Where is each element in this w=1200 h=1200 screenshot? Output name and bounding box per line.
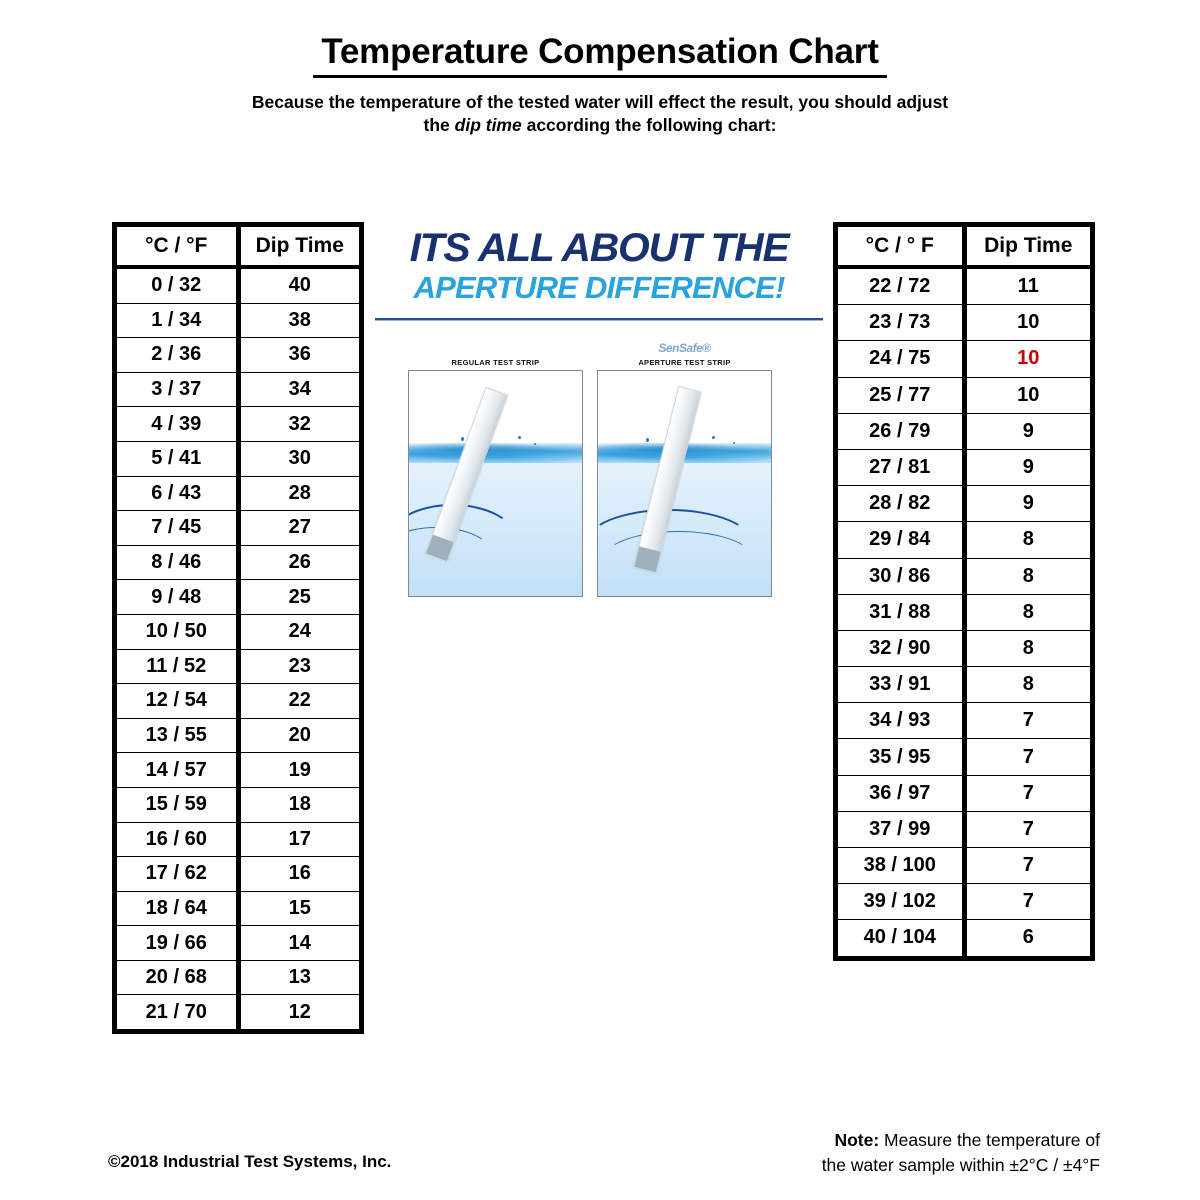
table-right-head (838, 227, 1090, 267)
table-row (117, 822, 359, 857)
table-row (838, 305, 1090, 341)
banner-divider (375, 318, 823, 321)
cell-temperature: 14 / 57 (117, 753, 238, 788)
table-row (117, 511, 359, 546)
table-row (117, 372, 359, 407)
cell-temperature: 38 / 100 (838, 848, 964, 884)
copyright-notice: ©2018 Industrial Test Systems, Inc. (108, 1152, 392, 1171)
cell-temperature: 11 / 52 (117, 649, 238, 684)
cell-temperature: 28 / 82 (838, 486, 964, 522)
cell-dip-time: 30 (238, 441, 359, 476)
table-row (838, 667, 1090, 703)
banner-headline-line1: ITS ALL ABOUT THE (409, 226, 789, 270)
column-header-dip-time: Dip Time (238, 227, 359, 267)
cell-dip-time: 16 (238, 857, 359, 892)
note-line1: Measure the temperature of (879, 1130, 1100, 1150)
cell-temperature: 20 / 68 (117, 960, 238, 995)
cell-temperature: 27 / 81 (838, 449, 964, 485)
cell-temperature: 32 / 90 (838, 630, 964, 666)
page-title: Temperature Compensation Chart (313, 34, 886, 78)
cell-temperature: 34 / 93 (838, 703, 964, 739)
water-wave-arc (601, 531, 755, 592)
table-row (838, 413, 1090, 449)
cell-dip-time: 34 (238, 372, 359, 407)
cell-dip-time: 15 (238, 891, 359, 926)
cell-dip-time: 7 (964, 775, 1090, 811)
table-row (117, 303, 359, 338)
droplet (646, 438, 649, 442)
table-row (838, 739, 1090, 775)
cell-temperature: 30 / 86 (838, 558, 964, 594)
cell-temperature: 5 / 41 (117, 441, 238, 476)
cell-temperature: 19 / 66 (117, 926, 238, 961)
table-row (117, 995, 359, 1029)
cell-temperature: 4 / 39 (117, 407, 238, 442)
subtitle-text-part1: Because the temperature of the tested water will effect the result, you should adjust the (251, 91, 949, 136)
table-row (838, 630, 1090, 666)
cell-temperature: 7 / 45 (117, 511, 238, 546)
table-row (117, 718, 359, 753)
note-line2: the water sample within ±2°C / ±4°F (821, 1155, 1100, 1176)
table-row (117, 753, 359, 788)
panel-label-aperture: APERTURE TEST STRIP (638, 358, 731, 367)
cell-dip-time: 22 (238, 684, 359, 719)
cell-dip-time: 7 (964, 811, 1090, 847)
column-header-temperature: °C / °F (117, 227, 238, 267)
cell-dip-time: 38 (238, 303, 359, 338)
cell-dip-time: 25 (238, 580, 359, 615)
cell-temperature: 40 / 104 (838, 920, 964, 956)
table-right-body (838, 267, 1090, 956)
table-row (838, 449, 1090, 485)
table-row (117, 857, 359, 892)
temperature-table-right (833, 222, 1095, 961)
cell-dip-time: 18 (238, 787, 359, 822)
test-strip-pad (634, 547, 661, 572)
table-header-row (838, 227, 1090, 267)
table-row (117, 787, 359, 822)
marketing-banner (375, 228, 823, 321)
table-left-head (117, 227, 359, 267)
cell-dip-time: 8 (964, 630, 1090, 666)
droplet (733, 442, 735, 444)
cell-dip-time: 27 (238, 511, 359, 546)
cell-temperature: 9 / 48 (117, 580, 238, 615)
cell-temperature: 0 / 32 (117, 267, 238, 303)
table-row (838, 558, 1090, 594)
cell-dip-time: 13 (238, 960, 359, 995)
cell-dip-time: 10 (964, 377, 1090, 413)
cell-dip-time: 8 (964, 522, 1090, 558)
photo-regular-test-strip (408, 370, 583, 597)
table-row (838, 486, 1090, 522)
table-row (117, 267, 359, 303)
table-row (838, 522, 1090, 558)
table-row (838, 703, 1090, 739)
table-row (838, 341, 1090, 377)
cell-temperature: 31 / 88 (838, 594, 964, 630)
column-header-dip-time: Dip Time (964, 227, 1090, 267)
droplet (534, 443, 536, 445)
measurement-note (700, 1128, 1100, 1179)
sensafe-brand-logo: SenSafe® (658, 341, 711, 355)
cell-temperature: 18 / 64 (117, 891, 238, 926)
cell-temperature: 29 / 84 (838, 522, 964, 558)
cell-dip-time: 7 (964, 739, 1090, 775)
cell-temperature: 10 / 50 (117, 614, 238, 649)
cell-dip-time: 20 (238, 718, 359, 753)
cell-temperature: 3 / 37 (117, 372, 238, 407)
column-header-temperature: °C / ° F (838, 227, 964, 267)
table-row (117, 441, 359, 476)
table-row (838, 884, 1090, 920)
cell-dip-time: 12 (238, 995, 359, 1029)
cell-dip-time: 23 (238, 649, 359, 684)
table-right-grid (838, 227, 1090, 956)
cell-temperature: 13 / 55 (117, 718, 238, 753)
table-row (838, 811, 1090, 847)
cell-dip-time: 28 (238, 476, 359, 511)
cell-temperature: 6 / 43 (117, 476, 238, 511)
table-row (117, 545, 359, 580)
cell-dip-time: 7 (964, 884, 1090, 920)
cell-dip-time: 6 (964, 920, 1090, 956)
table-row (117, 649, 359, 684)
table-row (117, 926, 359, 961)
cell-dip-time: 19 (238, 753, 359, 788)
page-header (0, 34, 1200, 138)
cell-temperature: 17 / 62 (117, 857, 238, 892)
table-row (838, 775, 1090, 811)
table-left-body (117, 267, 359, 1029)
cell-dip-time: 10 (964, 305, 1090, 341)
cell-dip-time: 32 (238, 407, 359, 442)
cell-dip-time: 8 (964, 667, 1090, 703)
cell-dip-time: 14 (238, 926, 359, 961)
cell-temperature: 1 / 34 (117, 303, 238, 338)
cell-dip-time: 7 (964, 703, 1090, 739)
table-row (117, 476, 359, 511)
banner-headline-line2: APERTURE DIFFERENCE! (413, 270, 785, 305)
product-comparison-panels (405, 340, 795, 605)
cell-temperature: 2 / 36 (117, 338, 238, 373)
table-row (838, 377, 1090, 413)
table-row (838, 848, 1090, 884)
subtitle-text-part2: according the following chart: (521, 115, 777, 136)
cell-temperature: 8 / 46 (117, 545, 238, 580)
brand-logo-spacer (408, 340, 583, 356)
subtitle-emphasis-dip-time: dip time (454, 115, 522, 136)
cell-dip-time: 36 (238, 338, 359, 373)
cell-dip-time: 24 (238, 614, 359, 649)
table-row (117, 891, 359, 926)
table-left-grid (117, 227, 359, 1029)
panel-label-regular: REGULAR TEST STRIP (451, 358, 540, 367)
table-header-row (117, 227, 359, 267)
droplet (461, 437, 464, 441)
cell-temperature: 25 / 77 (838, 377, 964, 413)
cell-temperature: 24 / 75 (838, 341, 964, 377)
cell-dip-time: 11 (964, 267, 1090, 305)
cell-dip-time: 8 (964, 558, 1090, 594)
table-row (117, 407, 359, 442)
cell-dip-time: 17 (238, 822, 359, 857)
cell-temperature: 15 / 59 (117, 787, 238, 822)
cell-temperature: 36 / 97 (838, 775, 964, 811)
cell-temperature: 33 / 91 (838, 667, 964, 703)
cell-temperature: 23 / 73 (838, 305, 964, 341)
droplet (518, 436, 521, 439)
table-row (838, 920, 1090, 956)
droplet (712, 436, 715, 439)
cell-temperature: 26 / 79 (838, 413, 964, 449)
table-row (838, 267, 1090, 305)
water-droplets (409, 434, 582, 450)
cell-dip-time: 40 (238, 267, 359, 303)
cell-temperature: 35 / 95 (838, 739, 964, 775)
cell-dip-time: 9 (964, 449, 1090, 485)
cell-dip-time: 9 (964, 486, 1090, 522)
table-row (117, 960, 359, 995)
cell-temperature: 22 / 72 (838, 267, 964, 305)
cell-dip-time: 8 (964, 594, 1090, 630)
note-label: Note: (834, 1130, 880, 1150)
temperature-table-left (112, 222, 364, 1034)
product-panel-aperture (597, 340, 772, 597)
cell-dip-time-highlighted: 10 (964, 341, 1090, 377)
cell-dip-time: 9 (964, 413, 1090, 449)
table-row (117, 580, 359, 615)
product-panel-regular (408, 340, 583, 597)
cell-temperature: 12 / 54 (117, 684, 238, 719)
table-row (117, 614, 359, 649)
cell-dip-time: 7 (964, 848, 1090, 884)
page-subtitle (250, 91, 950, 138)
table-row (117, 684, 359, 719)
cell-temperature: 16 / 60 (117, 822, 238, 857)
table-row (117, 338, 359, 373)
cell-temperature: 37 / 99 (838, 811, 964, 847)
table-row (838, 594, 1090, 630)
cell-dip-time: 26 (238, 545, 359, 580)
cell-temperature: 39 / 102 (838, 884, 964, 920)
cell-temperature: 21 / 70 (117, 995, 238, 1029)
photo-aperture-test-strip (597, 370, 772, 597)
